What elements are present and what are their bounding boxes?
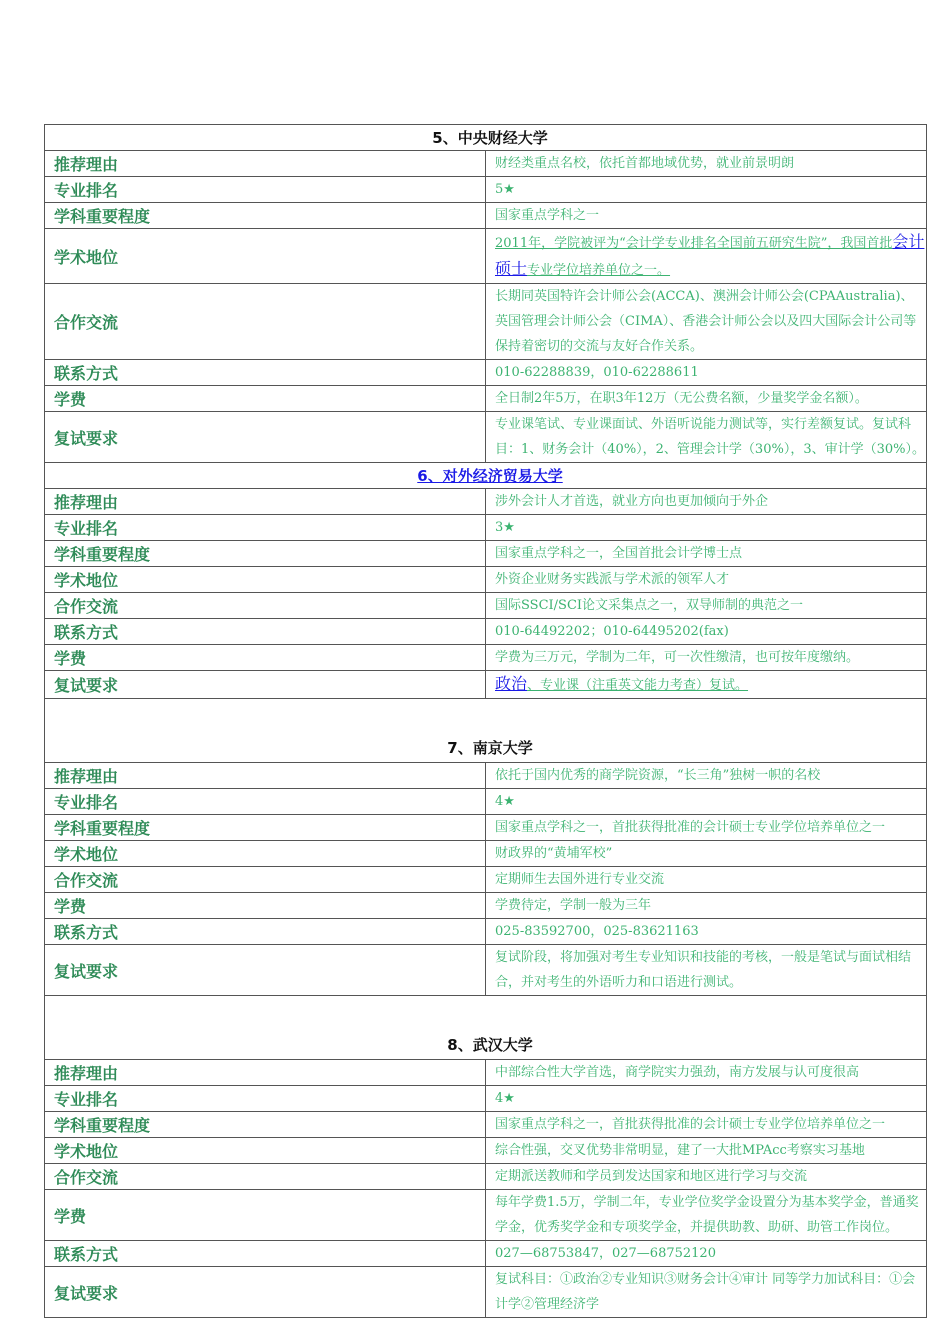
row-value: 定期师生去国外进行专业交流 (486, 867, 927, 893)
row-value: 010-64492202；010-64495202(fax) (486, 619, 927, 645)
row-value: 5★ (486, 177, 927, 203)
row-value: 综合性强，交叉优势非常明显，建了一大批MPAcc考察实习基地 (486, 1138, 927, 1164)
row-value: 国际SSCI/SCI论文采集点之一，双导师制的典范之一 (486, 593, 927, 619)
row-value: 长期同英国特许会计师公会(ACCA)、澳洲会计师公会(CPAAustralia)、英国管理会计师公会（CIMA）、香港会计师公会以及四大国际会计公司等保持着密切的交流与友好合作关系。 (486, 284, 927, 360)
row-value: 每年学费1.5万，学制二年，专业学位奖学金设置分为基本奖学金，普通奖学金，优秀奖学金和专项奖学金，并提供助教、助研、助管工作岗位。 (486, 1190, 927, 1241)
row-label: 复试要求 (45, 671, 486, 699)
row-label: 学费 (45, 645, 486, 671)
row-value: 外资企业财务实践派与学术派的领军人才 (486, 567, 927, 593)
row-label: 学费 (45, 1190, 486, 1241)
row-value: 国家重点学科之一 (486, 203, 927, 229)
row-value: 全日制2年5万，在职3年12万（无公费名额，少量奖学金名额）。 (486, 386, 927, 412)
row-label: 推荐理由 (45, 151, 486, 177)
row-value: 复试阶段，将加强对考生专业知识和技能的考核，一般是笔试与面试相结合，并对考生的外语听力和口语进行测试。 (486, 945, 927, 996)
row-label: 联系方式 (45, 619, 486, 645)
row-value: 定期派送教师和学员到发达国家和地区进行学习与交流 (486, 1164, 927, 1190)
row-value: 学费待定，学制一般为三年 (486, 893, 927, 919)
row-value: 4★ (486, 1086, 927, 1112)
row-label: 学费 (45, 893, 486, 919)
row-value: 财政界的“黄埔军校” (486, 841, 927, 867)
row-label: 学科重要程度 (45, 815, 486, 841)
row-label: 学术地位 (45, 1138, 486, 1164)
row-value: 涉外会计人才首选，就业方向也更加倾向于外企 (486, 489, 927, 515)
row-label: 推荐理由 (45, 489, 486, 515)
row-value: 4★ (486, 789, 927, 815)
mpacc-link[interactable]: 会计硕士 (495, 232, 925, 278)
row-label: 复试要求 (45, 1267, 486, 1318)
row-label: 专业排名 (45, 177, 486, 203)
row-label: 专业排名 (45, 1086, 486, 1112)
row-label: 复试要求 (45, 945, 486, 996)
row-value: 复试科目：①政治②专业知识③财务会计④审计 同等学力加试科目：①会计学②管理经济学 (486, 1267, 927, 1318)
row-value: 国家重点学科之一，首批获得批准的会计硕士专业学位培养单位之一 (486, 1112, 927, 1138)
row-value: 学费为三万元，学制为二年，可一次性缴清，也可按年度缴纳。 (486, 645, 927, 671)
school-title: 8、武汉大学 (45, 996, 927, 1060)
row-value: 国家重点学科之一，首批获得批准的会计硕士专业学位培养单位之一 (486, 815, 927, 841)
row-label: 复试要求 (45, 412, 486, 463)
row-label: 学术地位 (45, 567, 486, 593)
row-value-text: 专业学位培养单位之一。 (527, 263, 671, 278)
row-value: 专业课笔试、专业课面试、外语听说能力测试等，实行差额复试。复试科目：1、财务会计（40%），2、管理会计学（30%），3、审计学（30%）。 (486, 412, 927, 463)
row-value: 027—68753847，027—68752120 (486, 1241, 927, 1267)
row-label: 推荐理由 (45, 1060, 486, 1086)
school-title (45, 463, 927, 489)
university-table (44, 124, 927, 1318)
row-value: 国家重点学科之一，全国首批会计学博士点 (486, 541, 927, 567)
row-label: 合作交流 (45, 284, 486, 360)
row-value: 依托于国内优秀的商学院资源，“长三角”独树一帜的名校 (486, 763, 927, 789)
school-title: 7、南京大学 (45, 699, 927, 763)
row-label: 学科重要程度 (45, 541, 486, 567)
row-label: 学科重要程度 (45, 203, 486, 229)
row-value: 中部综合性大学首选，商学院实力强劲，南方发展与认可度很高 (486, 1060, 927, 1086)
school-title-link[interactable]: 6、对外经济贸易大学 (417, 467, 563, 485)
row-label: 专业排名 (45, 515, 486, 541)
row-value: 3★ (486, 515, 927, 541)
row-label: 合作交流 (45, 867, 486, 893)
row-value: 财经类重点名校，依托首都地域优势，就业前景明朗 (486, 151, 927, 177)
row-value-text: 2011年，学院被评为“会计学专业排名全国前五研究生院”，我国首批 (495, 236, 893, 251)
row-label: 合作交流 (45, 1164, 486, 1190)
row-value: 010-62288839，010-62288611 (486, 360, 927, 386)
politics-link[interactable]: 政治 (495, 674, 528, 693)
row-label: 联系方式 (45, 919, 486, 945)
row-label: 专业排名 (45, 789, 486, 815)
row-value (486, 229, 927, 284)
row-label: 学费 (45, 386, 486, 412)
row-label: 学科重要程度 (45, 1112, 486, 1138)
row-value (486, 671, 927, 699)
row-label: 合作交流 (45, 593, 486, 619)
row-label: 联系方式 (45, 1241, 486, 1267)
row-value-text: 、专业课（注重英文能力考查）复试。 (527, 678, 749, 693)
row-label: 学术地位 (45, 229, 486, 284)
row-label: 推荐理由 (45, 763, 486, 789)
row-value: 025-83592700，025-83621163 (486, 919, 927, 945)
row-label: 联系方式 (45, 360, 486, 386)
row-label: 学术地位 (45, 841, 486, 867)
school-title: 5、中央财经大学 (45, 125, 927, 151)
